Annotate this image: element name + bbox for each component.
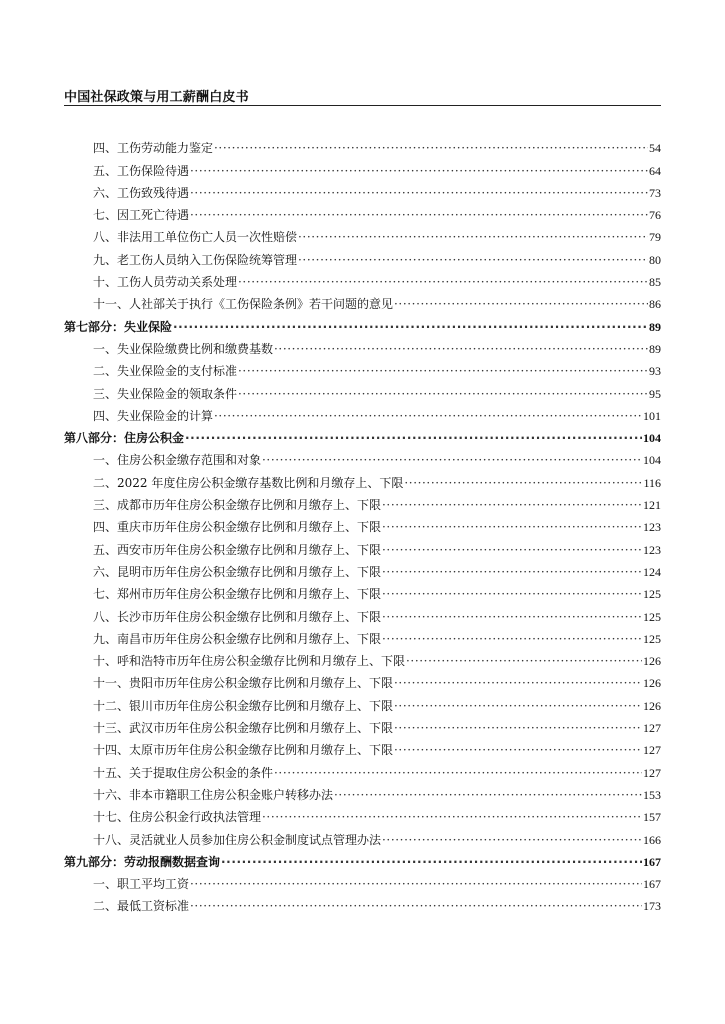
toc-entry-title: 一、职工平均工资 [93,877,190,892]
toc-entry-page: 157 [643,810,661,825]
toc-entry-page: 126 [643,654,661,669]
toc-entry-title: 第七部分：失业保险 [64,319,173,334]
toc-entry-page: 126 [643,676,661,691]
toc-entry[interactable] [64,579,661,601]
dot-leader [190,208,648,222]
toc-entry[interactable] [64,601,661,623]
toc-entry-title: 十六、非本市籍职工住房公积金账户转移办法 [93,787,334,802]
toc-entry[interactable] [64,757,661,779]
toc-entry[interactable] [64,200,661,222]
toc-entry[interactable] [64,155,661,177]
toc-entry-page: 167 [643,877,661,892]
toc-entry-page: 76 [649,208,661,223]
toc-entry-page: 124 [643,564,661,579]
dot-leader [382,610,642,624]
toc-entry[interactable] [64,624,661,646]
toc-entry-page: 125 [643,631,661,646]
toc-entry-page: 123 [643,542,661,557]
toc-entry[interactable] [64,690,661,712]
dot-leader [382,498,642,512]
toc-entry-page: 89 [649,319,661,334]
dot-leader [262,810,642,824]
dot-leader [404,476,642,490]
toc-entry-page: 104 [643,453,661,468]
toc-entry-title: 六、工伤致残待遇 [93,185,190,200]
toc-entry-title: 八、长沙市历年住房公积金缴存比例和月缴存上、下限 [93,609,382,624]
toc-entry-title: 第九部分：劳动报酬数据查询 [64,854,221,869]
toc-entry-title: 第八部分：住房公积金 [64,431,185,446]
toc-entry[interactable] [64,401,661,423]
toc-entry-page: 95 [649,386,661,401]
toc-entry-page: 126 [643,698,661,713]
toc-entry-title: 十五、关于提取住房公积金的条件 [93,765,274,780]
toc-entry-page: 79 [649,230,661,245]
dot-leader [382,632,642,646]
dot-leader [406,654,642,668]
toc-section-entry[interactable] [64,423,661,445]
toc-entry-page: 85 [649,275,661,290]
dot-leader [394,721,642,735]
toc-section-entry[interactable] [64,847,661,869]
dot-leader [274,342,648,356]
toc-entry-page: 127 [643,743,661,758]
toc-entry[interactable] [64,534,661,556]
toc-entry-page: 86 [649,297,661,312]
toc-entry-title: 二、失业保险金的支付标准 [93,364,238,379]
toc-entry-title: 十三、武汉市历年住房公积金缴存比例和月缴存上、下限 [93,721,394,736]
toc-entry-page: 127 [643,721,661,736]
toc-entry-title: 十四、太原市历年住房公积金缴存比例和月缴存上、下限 [93,743,394,758]
dot-leader [382,833,642,847]
dot-leader [214,141,648,155]
toc-entry-page: 104 [643,431,661,446]
toc-entry[interactable] [64,557,661,579]
toc-entry[interactable] [64,467,661,489]
toc-entry-page: 123 [643,520,661,535]
dot-leader [298,253,648,267]
toc-entry-title: 十八、灵活就业人员参加住房公积金制度试点管理办法 [93,832,382,847]
toc-entry-page: 93 [649,364,661,379]
toc-entry-title: 八、非法用工单位伤亡人员一次性赔偿 [93,230,298,245]
toc-entry-title: 七、郑州市历年住房公积金缴存比例和月缴存上、下限 [93,587,382,602]
toc-entry-page: 153 [643,787,661,802]
toc-entry-title: 二、2022 年度住房公积金缴存基数比例和月缴存上、下限 [93,475,404,490]
toc-entry-page: 121 [643,498,661,513]
toc-entry-page: 173 [643,899,661,914]
toc-entry-page: 73 [649,185,661,200]
table-of-contents [64,133,661,913]
toc-entry-page: 116 [643,475,661,490]
dot-leader [238,364,648,378]
toc-entry-title: 三、失业保险金的领取条件 [93,386,238,401]
toc-entry-title: 一、住房公积金缴存范围和对象 [93,453,262,468]
dot-leader [382,565,642,579]
toc-entry[interactable] [64,356,661,378]
toc-entry-title: 十七、住房公积金行政执法管理 [93,810,262,825]
dot-leader [262,453,642,467]
dot-leader [274,766,642,780]
toc-entry-page: 125 [643,609,661,624]
toc-entry[interactable] [64,802,661,824]
toc-entry-title: 十二、银川市历年住房公积金缴存比例和月缴存上、下限 [93,698,394,713]
toc-entry[interactable] [64,668,661,690]
toc-entry[interactable] [64,512,661,534]
toc-entry-title: 九、南昌市历年住房公积金缴存比例和月缴存上、下限 [93,631,382,646]
toc-entry-title: 七、因工死亡待遇 [93,208,190,223]
toc-entry-page: 54 [649,141,661,156]
toc-entry[interactable] [64,133,661,155]
dot-leader [394,743,642,757]
toc-entry-title: 四、失业保险金的计算 [93,408,214,423]
toc-entry[interactable] [64,222,661,244]
toc-entry-page: 64 [649,163,661,178]
toc-entry-title: 一、失业保险缴费比例和缴费基数 [93,341,274,356]
toc-entry-title: 三、成都市历年住房公积金缴存比例和月缴存上、下限 [93,498,382,513]
toc-entry-page: 101 [643,408,661,423]
toc-entry-title: 四、工伤劳动能力鉴定 [93,141,214,156]
dot-leader [190,186,648,200]
toc-entry[interactable] [64,490,661,512]
dot-leader [190,877,642,891]
toc-entry[interactable] [64,267,661,289]
toc-entry-title: 二、最低工资标准 [93,899,190,914]
dot-leader [382,587,642,601]
toc-entry-title: 十一、贵阳市历年住房公积金缴存比例和月缴存上、下限 [93,676,394,691]
toc-entry-page: 125 [643,587,661,602]
dot-leader [190,164,648,178]
dot-leader [394,297,648,311]
toc-entry-page: 89 [649,341,661,356]
toc-entry[interactable] [64,178,661,200]
toc-entry-page: 127 [643,765,661,780]
toc-entry[interactable] [64,713,661,735]
toc-entry[interactable] [64,378,661,400]
toc-entry[interactable] [64,869,661,891]
toc-entry[interactable] [64,824,661,846]
toc-entry[interactable] [64,334,661,356]
toc-entry[interactable] [64,891,661,913]
dot-leader [185,431,642,445]
toc-entry-page: 80 [649,252,661,267]
dot-leader [394,676,642,690]
toc-entry-title: 十、工伤人员劳动关系处理 [93,275,238,290]
page-header-title: 中国社保政策与用工薪酬白皮书 [64,90,249,105]
dot-leader [221,855,642,869]
dot-leader [238,275,648,289]
dot-leader [238,387,648,401]
dot-leader [214,409,642,423]
toc-entry-page: 167 [643,854,661,869]
toc-entry[interactable] [64,646,661,668]
dot-leader [382,543,642,557]
toc-entry[interactable] [64,445,661,467]
dot-leader [298,230,648,244]
dot-leader [190,899,642,913]
header-divider [64,105,661,106]
toc-entry-title: 九、老工伤人员纳入工伤保险统筹管理 [93,252,298,267]
toc-entry[interactable] [64,244,661,266]
toc-entry-title: 五、工伤保险待遇 [93,163,190,178]
toc-section-entry[interactable] [64,311,661,333]
toc-entry[interactable] [64,780,661,802]
toc-entry-title: 六、昆明市历年住房公积金缴存比例和月缴存上、下限 [93,564,382,579]
dot-leader [382,520,642,534]
dot-leader [334,788,642,802]
toc-entry-title: 十、呼和浩特市历年住房公积金缴存比例和月缴存上、下限 [93,654,406,669]
dot-leader [173,320,648,334]
toc-entry-page: 166 [643,832,661,847]
toc-entry[interactable] [64,735,661,757]
toc-entry-title: 十一、人社部关于执行《工伤保险条例》若干问题的意见 [93,297,394,312]
toc-entry-title: 五、西安市历年住房公积金缴存比例和月缴存上、下限 [93,542,382,557]
toc-entry-title: 四、重庆市历年住房公积金缴存比例和月缴存上、下限 [93,520,382,535]
dot-leader [394,699,642,713]
toc-entry[interactable] [64,289,661,311]
